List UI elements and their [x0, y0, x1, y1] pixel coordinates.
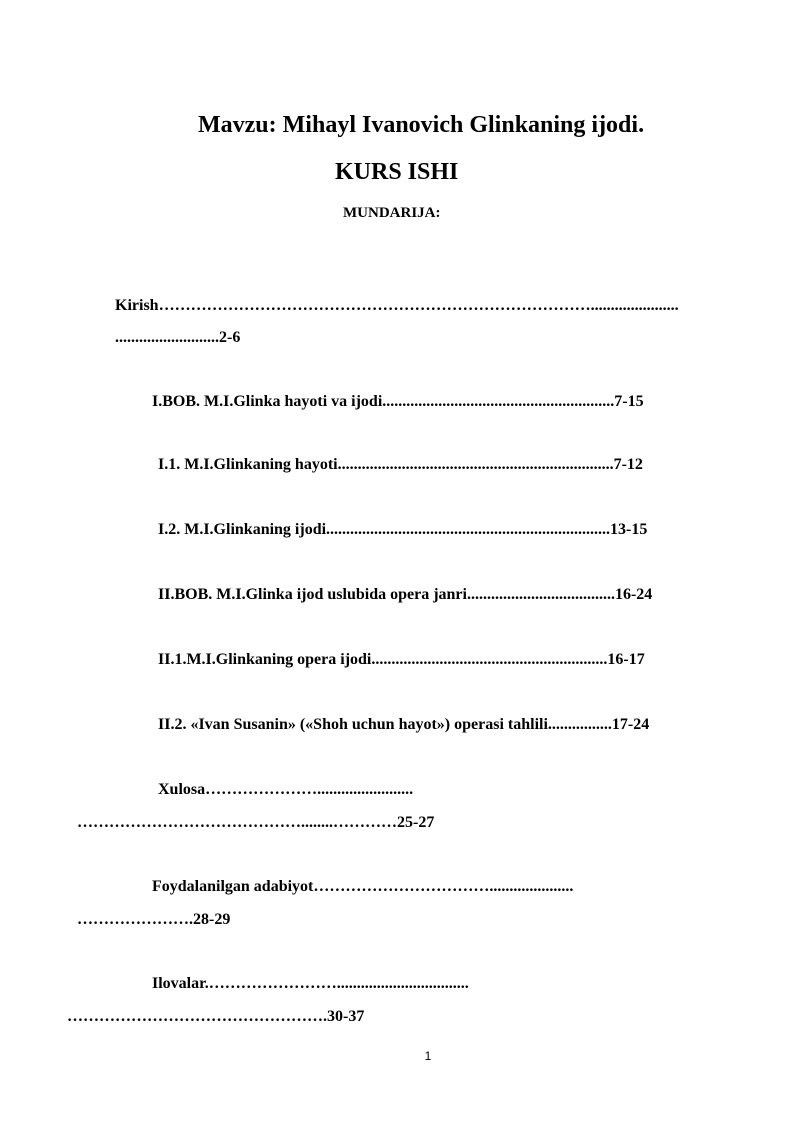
contents-heading: MUNDARIJA: [343, 205, 441, 221]
toc-entry-section-1-2: I.2. M.I.Glinkaning ijodi.......................................................................13-15 [158, 521, 648, 538]
page-number: 1 [424, 1049, 432, 1063]
document-title: Mavzu: Mihayl Ivanovich Glinkaning ijodi. [198, 112, 645, 138]
document-subtitle: KURS ISHI [335, 159, 459, 185]
toc-entry-kirish-continued: ..........................2-6 [115, 329, 241, 346]
toc-entry-section-1-1: I.1. M.I.Glinkaning hayoti.....................................................................7-12 [158, 456, 643, 473]
toc-entry-section-2-2: II.2. «Ivan Susanin» («Shoh uchun hayot») operasi tahlili................17-24 [158, 716, 650, 733]
toc-entry-ilovalar: Ilovalar.……………………................................. [152, 975, 469, 992]
toc-entry-xulosa: Xulosa…………………........................ [158, 781, 414, 798]
toc-entry-chapter-1: I.BOB. M.I.Glinka hayoti va ijodi..........................................................7-15 [152, 393, 644, 410]
toc-entry-ilovalar-continued: ………………………………………….30-37 [67, 1008, 365, 1025]
toc-entry-chapter-2: II.BOB. M.I.Glinka ijod uslubida opera janri.....................................16-24 [158, 586, 653, 603]
toc-entry-adabiyot-continued: ………………….28-29 [77, 911, 231, 928]
toc-entry-section-2-1: II.1.M.I.Glinkaning opera ijodi...........................................................16-17 [158, 651, 645, 668]
toc-entry-adabiyot: Foydalanilgan adabiyot……………………………..................... [152, 878, 574, 895]
toc-entry-kirish: Kirish………………………………………………………………………...................... [115, 297, 679, 314]
toc-entry-xulosa-continued: ……………………………………........…………25-27 [77, 814, 435, 831]
